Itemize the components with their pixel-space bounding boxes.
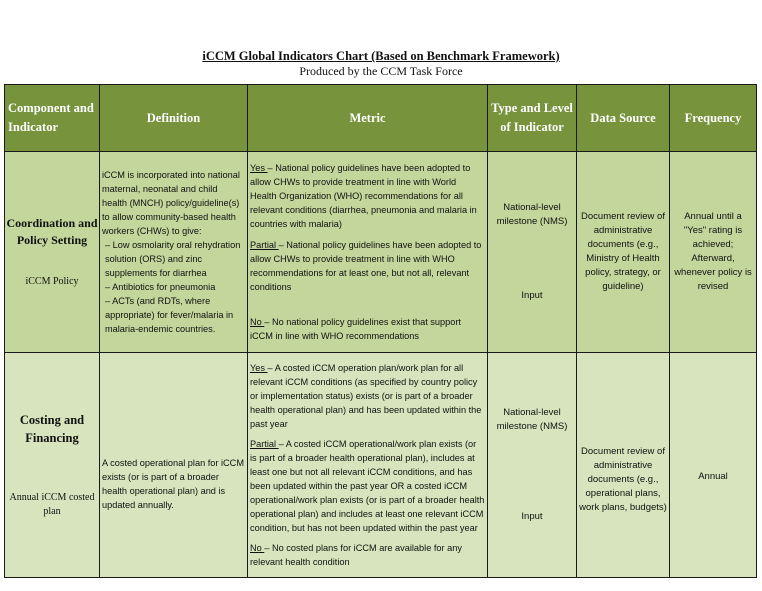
metric-label: Yes: [250, 163, 268, 173]
component-cell: [5, 353, 100, 578]
frequency-cell: [670, 353, 757, 578]
metric-desc: – National policy guidelines have been adopted to allow CHWs to provide treatment in line with WHO recommendations for at least one, but not all, relevant conditions: [250, 240, 482, 292]
frequency-text: Annual: [698, 471, 728, 482]
metric-label: Partial: [250, 439, 279, 449]
metric-partial: [250, 238, 485, 294]
definition-text: [100, 168, 247, 336]
source-text: Document review of administrative documents (e.g., Ministry of Health policy, strategy, or guideline): [581, 211, 665, 292]
definition-cell: [100, 152, 248, 353]
header-type: Type and Level of Indicator: [488, 85, 577, 152]
definition-intro: iCCM is incorporated into national maternal, neonatal and child health (MNCH) policy/guideline(s) to allow community-based health workers (CHWs) to give:: [102, 170, 240, 236]
metric-cell: [248, 353, 488, 578]
metric-desc: – No costed plans for iCCM are available for any relevant health condition: [250, 543, 462, 567]
indicator-name: iCCM Policy: [25, 276, 79, 287]
metric-label: Yes: [250, 363, 268, 373]
definition-cell: [100, 353, 248, 578]
component-cell: [5, 152, 100, 353]
source-cell: [577, 353, 670, 578]
definition-item: – ACTs (and RDTs, where appropriate) for fever/malaria in malaria-endemic countries.: [105, 296, 234, 334]
metric-label: No: [250, 317, 265, 327]
definition-item: – Antibiotics for pneumonia: [105, 282, 216, 292]
metric-text: [248, 161, 487, 343]
component-name: Coordination and Policy Setting: [6, 216, 98, 247]
metric-desc: – A costed iCCM operational/work plan exists (or is part of a broader health operational plan), includes at least one but not all relevant iCCM conditions, and has been updated within the past year OR a costed iCCM operational/work plan exists (or is part of a broader health operational plan) and includes at least one relevant iCCM condition, but has not been updated within the past year: [250, 439, 485, 533]
frequency-cell: [670, 152, 757, 353]
header-component: Component and Indicator: [5, 85, 100, 152]
source-cell: [577, 152, 670, 353]
metric-no: [250, 315, 485, 343]
table-header-row: [5, 85, 757, 152]
table-row: [5, 152, 757, 353]
table-row: [5, 353, 757, 578]
metric-partial: [250, 437, 485, 535]
header-metric: Metric: [248, 85, 488, 152]
type-kind: Input: [521, 511, 543, 522]
source-text: Document review of administrative documents (e.g., operational plans, work plans, budgets): [579, 446, 667, 513]
definition-item: – Low osmolarity oral rehydration solution (ORS) and zinc supplements for diarrhea: [105, 240, 241, 278]
header-definition: Definition: [100, 85, 248, 152]
component-name: Costing and Financing: [19, 413, 85, 445]
metric-text: [248, 361, 487, 569]
metric-cell: [248, 152, 488, 353]
type-level: National-level milestone (NMS): [496, 202, 568, 227]
definition-text: A costed operational plan for iCCM exists (or is part of a broader health operational plan) and is updated annually.: [102, 458, 244, 510]
frequency-text: Annual until a "Yes" rating is achieved; Afterward, whenever policy is revised: [674, 211, 752, 292]
indicators-table: [4, 84, 757, 578]
metric-desc: – National policy guidelines have been adopted to allow CHWs to provide treatment in line with World Health Organization (WHO) recommendations for all relevant conditions (diarrhea, pneumonia and malaria in countries with malaria): [250, 163, 477, 229]
header-source: Data Source: [577, 85, 670, 152]
metric-label: No: [250, 543, 265, 553]
type-level: National-level milestone (NMS): [496, 407, 568, 432]
metric-no: [250, 541, 485, 569]
type-cell: [488, 152, 577, 353]
metric-yes: [250, 361, 485, 431]
type-cell: [488, 353, 577, 578]
metric-desc: – A costed iCCM operation plan/work plan for all relevant iCCM conditions (as specified by country policy or implementation status) exists (or is part of a broader health operational plan) and has been updated within the past year: [250, 363, 482, 429]
metric-label: Partial: [250, 240, 279, 250]
metric-yes: [250, 161, 485, 231]
metric-desc: – No national policy guidelines exist that support iCCM in line with WHO recommendations: [250, 317, 461, 341]
indicator-name: Annual iCCM costed plan: [9, 492, 95, 517]
type-kind: Input: [521, 290, 543, 301]
header-frequency: Frequency: [670, 85, 757, 152]
page-subtitle: Produced by the CCM Task Force: [299, 64, 463, 78]
page-title: iCCM Global Indicators Chart (Based on Benchmark Framework): [202, 49, 560, 63]
